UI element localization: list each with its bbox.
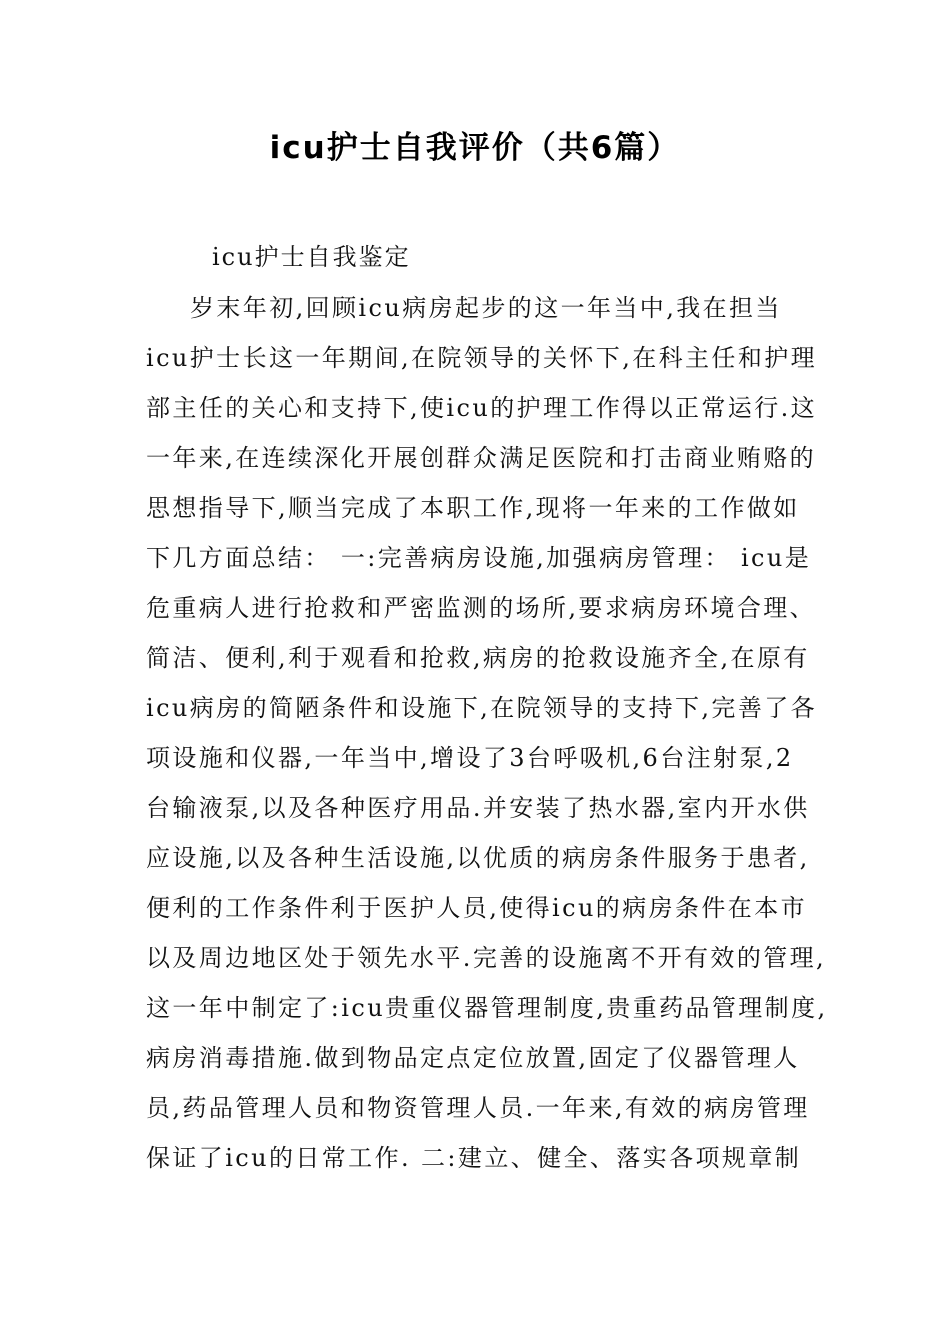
document-title: icu护士自我评价（共6篇）: [269, 130, 681, 166]
body-line: 危重病人进行抢救和严密监测的场所,要求病房环境合理、: [146, 594, 817, 622]
body-line: icu护士长这一年期间,在院领导的关怀下,在科主任和护理: [146, 344, 818, 372]
body-line: 便利的工作条件利于医护人员,使得icu的病房条件在本市: [146, 894, 808, 922]
document-body: [146, 288, 828, 1188]
body-line: 保证了icu的日常工作. 二:建立、健全、落实各项规章制: [146, 1144, 802, 1172]
body-line: 以及周边地区处于领先水平.完善的设施离不开有效的管理,: [146, 944, 827, 972]
body-line: 应设施,以及各种生活设施,以优质的病房条件服务于患者,: [146, 844, 810, 872]
body-line: 台输液泵,以及各种医疗用品.并安装了热水器,室内开水供: [146, 794, 810, 822]
body-line: 项设施和仪器,一年当中,增设了3台呼吸机,6台注射泵,2: [146, 744, 794, 772]
body-line: 员,药品管理人员和物资管理人员.一年来,有效的病房管理: [146, 1094, 810, 1122]
body-line: 一年来,在连续深化开展创群众满足医院和打击商业贿赂的: [146, 444, 817, 472]
body-line: 部主任的关心和支持下,使icu的护理工作得以正常运行.这: [146, 394, 818, 422]
body-line: 病房消毒措施.做到物品定点定位放置,固定了仪器管理人: [146, 1044, 800, 1072]
body-line: icu病房的简陋条件和设施下,在院领导的支持下,完善了各: [146, 694, 818, 722]
body-line: 这一年中制定了:icu贵重仪器管理制度,贵重药品管理制度,: [146, 994, 828, 1022]
body-line: 简洁、便利,利于观看和抢救,病房的抢救设施齐全,在原有: [146, 644, 810, 672]
document-subtitle: icu护士自我鉴定: [212, 243, 411, 271]
body-line: 下几方面总结： 一:完善病房设施,加强病房管理： icu是: [146, 544, 812, 572]
body-line: 思想指导下,顺当完成了本职工作,现将一年来的工作做如: [146, 494, 800, 522]
body-line: 岁末年初,回顾icu病房起步的这一年当中,我在担当: [190, 294, 782, 322]
